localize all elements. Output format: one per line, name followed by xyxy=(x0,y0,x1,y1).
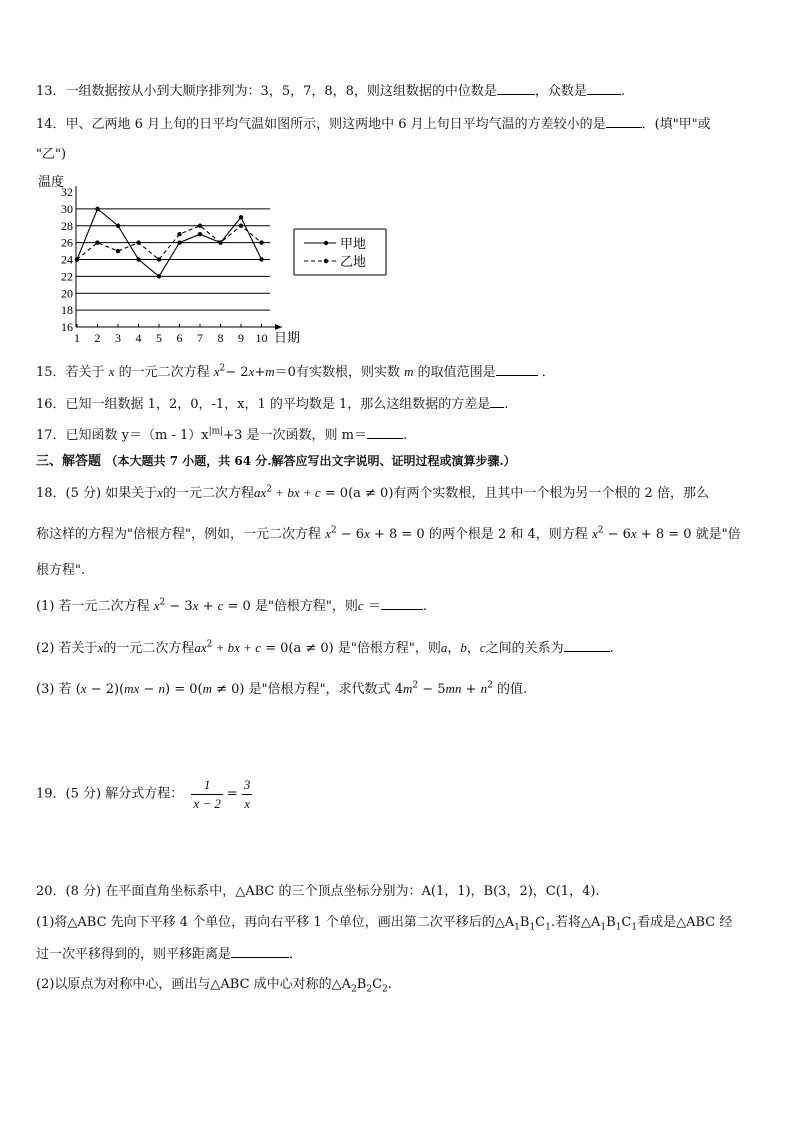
answer-blank xyxy=(606,115,642,128)
question-15: 15．若关于 x 的一元二次方程 $x^2- 2x+m=0$有实数根，则实数 m 的取值范围是 ． xyxy=(36,363,555,380)
y-axis-label: 温度 xyxy=(38,175,65,190)
x-tick-label: 3 xyxy=(115,331,121,345)
q13-mid: ，众数是 xyxy=(534,84,587,99)
data-point xyxy=(157,257,161,261)
legend-marker xyxy=(324,241,328,245)
data-point xyxy=(95,207,99,211)
question-18-line3: 根方程". xyxy=(36,563,86,578)
data-point xyxy=(177,232,181,236)
question-14: 14．甲、乙两地 6 月上旬的日平均气温如图所示，则这两地中 6 月上旬日平均气温的方差较小的是 ．(填"甲"或 xyxy=(36,117,711,132)
x-tick-label: 7 xyxy=(197,331,203,345)
question-18: 18．(5 分) 如果关于x的一元二次方程$ax^2$ + bx + c = 0(a ≠ 0)有两个实数根，且其中一个根为另一个根的 2 倍，那么 xyxy=(36,484,709,501)
question-20: 20．(8 分) 在平面直角坐标系中，△ABC 的三个顶点坐标分别为：A(1，1)，B(3，2)，C(1，4). xyxy=(36,884,600,899)
question-20-part2: (2)以原点为对称中心，画出与△ABC 成中心对称的$\triangle A_2B_2C_2$. xyxy=(36,977,392,995)
x-axis-arrow xyxy=(275,324,282,330)
section-heading: 三、解答题 （本大题共 7 小题，共 64 分.解答应写出文字说明、证明过程或演算步骤.） xyxy=(36,454,516,469)
legend-label: 乙地 xyxy=(340,255,367,270)
x-tick-label: 5 xyxy=(156,331,162,345)
answer-blank xyxy=(367,426,403,439)
temperature-line-chart xyxy=(36,172,396,352)
question-18-line2: 称这样的方程为"倍根方程"，例如，一元二次方程 $x^2 - 6x + 8 = 0$ 的两个根是 2 和 4，则方程 $x^2 - 6x + 8 = 0$ 就是"倍 xyxy=(36,525,741,542)
answer-blank xyxy=(564,639,610,652)
q14-text: 14．甲、乙两地 6 月上旬的日平均气温如图所示，则这两地中 6 月上旬日平均气温的方差较小的是 xyxy=(36,117,606,132)
y-tick-label: 16 xyxy=(61,320,73,334)
data-point xyxy=(259,240,263,244)
question-17: 17．已知函数 $y=(m - 1)x^{|m|}+3$ 是一次函数，则 m＝ . xyxy=(36,426,408,443)
data-point xyxy=(136,240,140,244)
data-point xyxy=(75,257,79,261)
data-point xyxy=(239,224,243,228)
question-13: 13．一组数据按从小到大顺序排列为：3，5，7，8，8，则这组数据的中位数是 ，众数是 . xyxy=(36,84,626,99)
question-18-part2: (2) 若关于x的一元二次方程$ax^2$ + bx + c = 0(a ≠ 0) 是"倍根方程"，则a，b，c之间的关系为 . xyxy=(36,639,614,656)
y-tick-label: 32 xyxy=(61,185,73,199)
y-tick-label: 18 xyxy=(61,303,73,318)
q13-text: 13．一组数据按从小到大顺序排列为：3，5，7，8，8，则这组数据的中位数是 xyxy=(36,84,497,99)
data-point xyxy=(116,249,120,253)
data-point xyxy=(239,215,243,219)
data-point xyxy=(198,232,202,236)
answer-blank xyxy=(381,597,423,610)
y-tick-label: 22 xyxy=(61,269,73,284)
y-tick-label: 26 xyxy=(61,235,73,250)
legend-marker xyxy=(324,259,328,263)
question-20-part1-cont: 过一次平移得到的，则平移距离是 ． xyxy=(36,947,303,962)
x-tick-label: 2 xyxy=(94,331,101,345)
data-point xyxy=(157,274,161,278)
question-19: 19．(5 分) 解分式方程： $\frac{1}{x - 2}$ = $\frac{3}{x}$ xyxy=(36,777,251,811)
x-tick-label: 1 xyxy=(74,331,80,345)
answer-blank xyxy=(497,82,535,95)
answer-blank xyxy=(496,363,538,376)
question-20-part1: (1)将△ABC 先向下平移 4 个单位，再向右平移 1 个单位，画出第二次平移后的$\triangle A_1B_1C_1$.若将$\triangle A_1B_1C_1$看成是△ABC 经 xyxy=(36,915,733,933)
question-18-part3: (3) 若 (x − 2)(mx − n) = 0(m ≠ 0) 是"倍根方程"，求代数式 $4m^2 - 5mn + n^2$ 的值. xyxy=(36,680,528,697)
question-16: 16．已知一组数据 1，2，0，-1，x，1 的平均数是 1，那么这组数据的方差是 . xyxy=(36,397,509,412)
data-point xyxy=(136,257,140,261)
question-14-continued: "乙") xyxy=(36,147,67,162)
x-axis-label: 日期 xyxy=(274,331,301,346)
y-tick-label: 30 xyxy=(61,201,73,216)
y-tick-label: 20 xyxy=(61,286,73,301)
data-point xyxy=(95,240,99,244)
y-tick-label: 24 xyxy=(61,252,73,267)
fraction-2: $\frac{3}{x}$ xyxy=(243,777,251,811)
x-tick-label: 8 xyxy=(217,331,224,345)
data-point xyxy=(116,224,120,228)
data-point xyxy=(259,257,263,261)
x-tick-label: 9 xyxy=(238,331,244,345)
x-tick-label: 4 xyxy=(135,331,142,345)
data-point xyxy=(218,240,222,244)
x-tick-label: 10 xyxy=(255,331,268,345)
answer-blank xyxy=(587,82,621,95)
data-point xyxy=(198,224,202,228)
data-point xyxy=(177,240,181,244)
question-18-part1: (1) 若一元二次方程 $x^2 - 3x + c = 0$ 是"倍根方程"，则c ＝ . xyxy=(36,597,427,614)
x-tick-label: 6 xyxy=(176,331,183,345)
answer-blank xyxy=(231,945,289,958)
answer-blank xyxy=(490,395,504,408)
fraction-1: $\frac{1}{x - 2}$ xyxy=(193,777,221,811)
y-tick-label: 28 xyxy=(61,218,73,233)
legend-label: 甲地 xyxy=(340,237,367,252)
